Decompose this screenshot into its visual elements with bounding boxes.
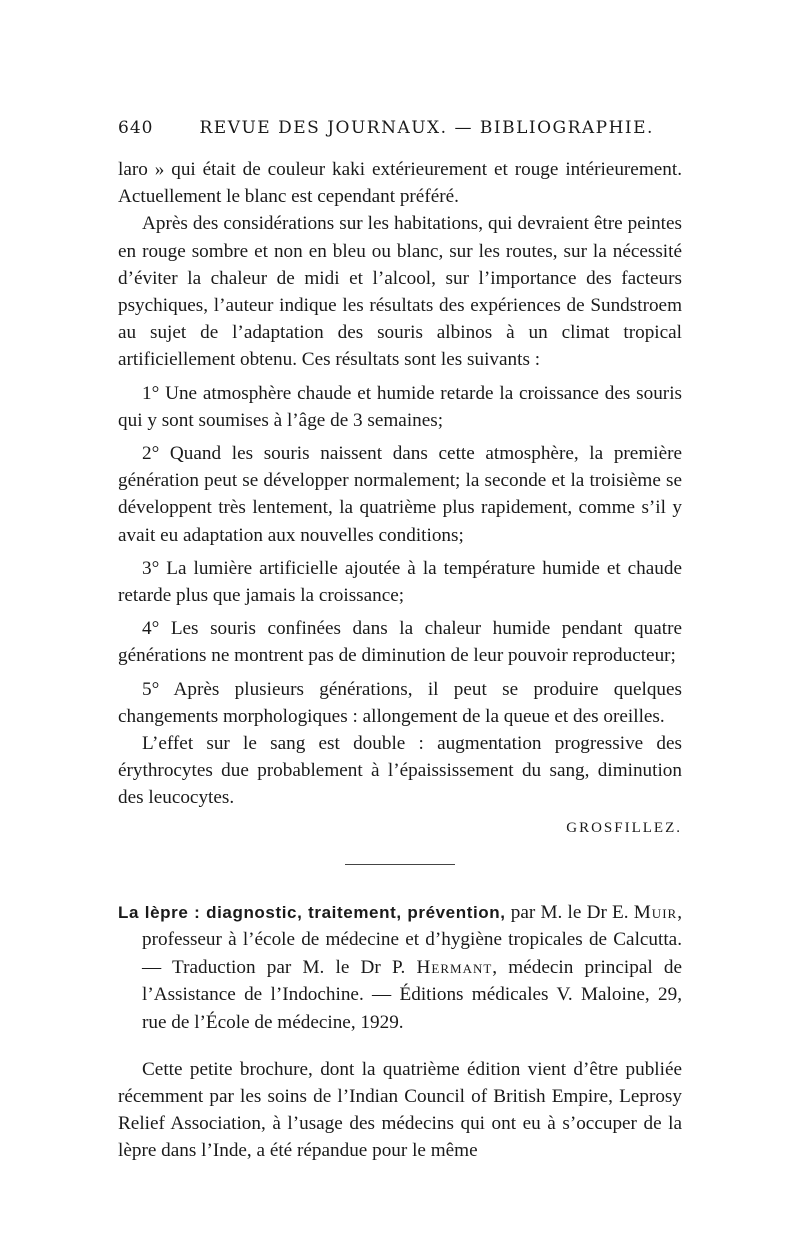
- result-item-3: 3° La lumière artificielle ajoutée à la température humide et chaude retarde plus que jamais la croissance;: [118, 557, 682, 607]
- page-number: 640: [118, 118, 154, 138]
- running-header: [118, 118, 682, 148]
- document-page: [118, 118, 682, 1165]
- paragraph-blood-effect: L’effet sur le sang est double : augmentation progressive des érythrocytes due probablement à l’épaississement du sang, diminution des leucocytes.: [118, 733, 682, 809]
- book-by: par M. le Dr E.: [505, 901, 634, 923]
- running-title: REVUE DES JOURNAUX. — BIBLIOGRAPHIE.: [199, 118, 654, 138]
- publisher-details: , médecin principal de l’Assistance de l’Indochine. — Éditions médicales V. Maloine, 29, rue de l’École de médecine, 1929.: [142, 956, 682, 1034]
- section-divider: [345, 864, 455, 865]
- bibliography-entry: [118, 899, 682, 1037]
- book-details: , professeur à l’école de médecine et d’hygiène tropicales de Calcutta. — Traduction par M. le Dr P.: [142, 901, 682, 978]
- paragraph-considerations: Après des considérations sur les habitations, qui devraient être peintes en rouge sombre et non en bleu ou blanc, sur les routes, sur la nécessité d’éviter la chaleur de midi et l’alcool, sur l’importance des facteurs psychiques, l’auteur indique les résultats des expériences de Sundstroem au sujet de l’adaptation des souris albinos à un climat tropical artificiellement obtenu. Ces résultats sont les suivants :: [118, 213, 682, 371]
- book-title: La lèpre : diagnostic, traitement, prévention,: [118, 902, 506, 922]
- translator-name: Hermant: [416, 956, 493, 978]
- result-item-2: 2° Quand les souris naissent dans cette atmosphère, la première génération peut se développer normalement; la seconde et la troisième se développent très lentement, la quatrième plus rapidement, comme s’il y avait eu adaptation aux nouvelles conditions;: [118, 443, 682, 546]
- author-name: Muir: [633, 901, 678, 923]
- author-signature: GROSFILLEZ.: [566, 819, 682, 836]
- result-item-5: 5° Après plusieurs générations, il peut se produire quelques changements morphologiques : allongement de la queue et des oreilles.: [118, 678, 682, 727]
- review-paragraph: Cette petite brochure, dont la quatrième édition vient d’être publiée récemment par les soins de l’Indian Council of British Empire, Leprosy Relief Association, à l’usage des médecins qui ont eu à s’occuper de la lèpre dans l’Inde, a été répandue pour le même: [118, 1058, 682, 1162]
- result-item-4: 4° Les souris confinées dans la chaleur humide pendant quatre générations ne montrent pas de diminution de leur pouvoir reproducteur;: [118, 618, 682, 667]
- result-item-1: 1° Une atmosphère chaude et humide retarde la croissance des souris qui y sont soumises à l’âge de 3 semaines;: [118, 382, 682, 431]
- paragraph-continuation: laro » qui était de couleur kaki extérieurement et rouge intérieurement. Actuellement le blanc est cependant préféré.: [118, 159, 682, 208]
